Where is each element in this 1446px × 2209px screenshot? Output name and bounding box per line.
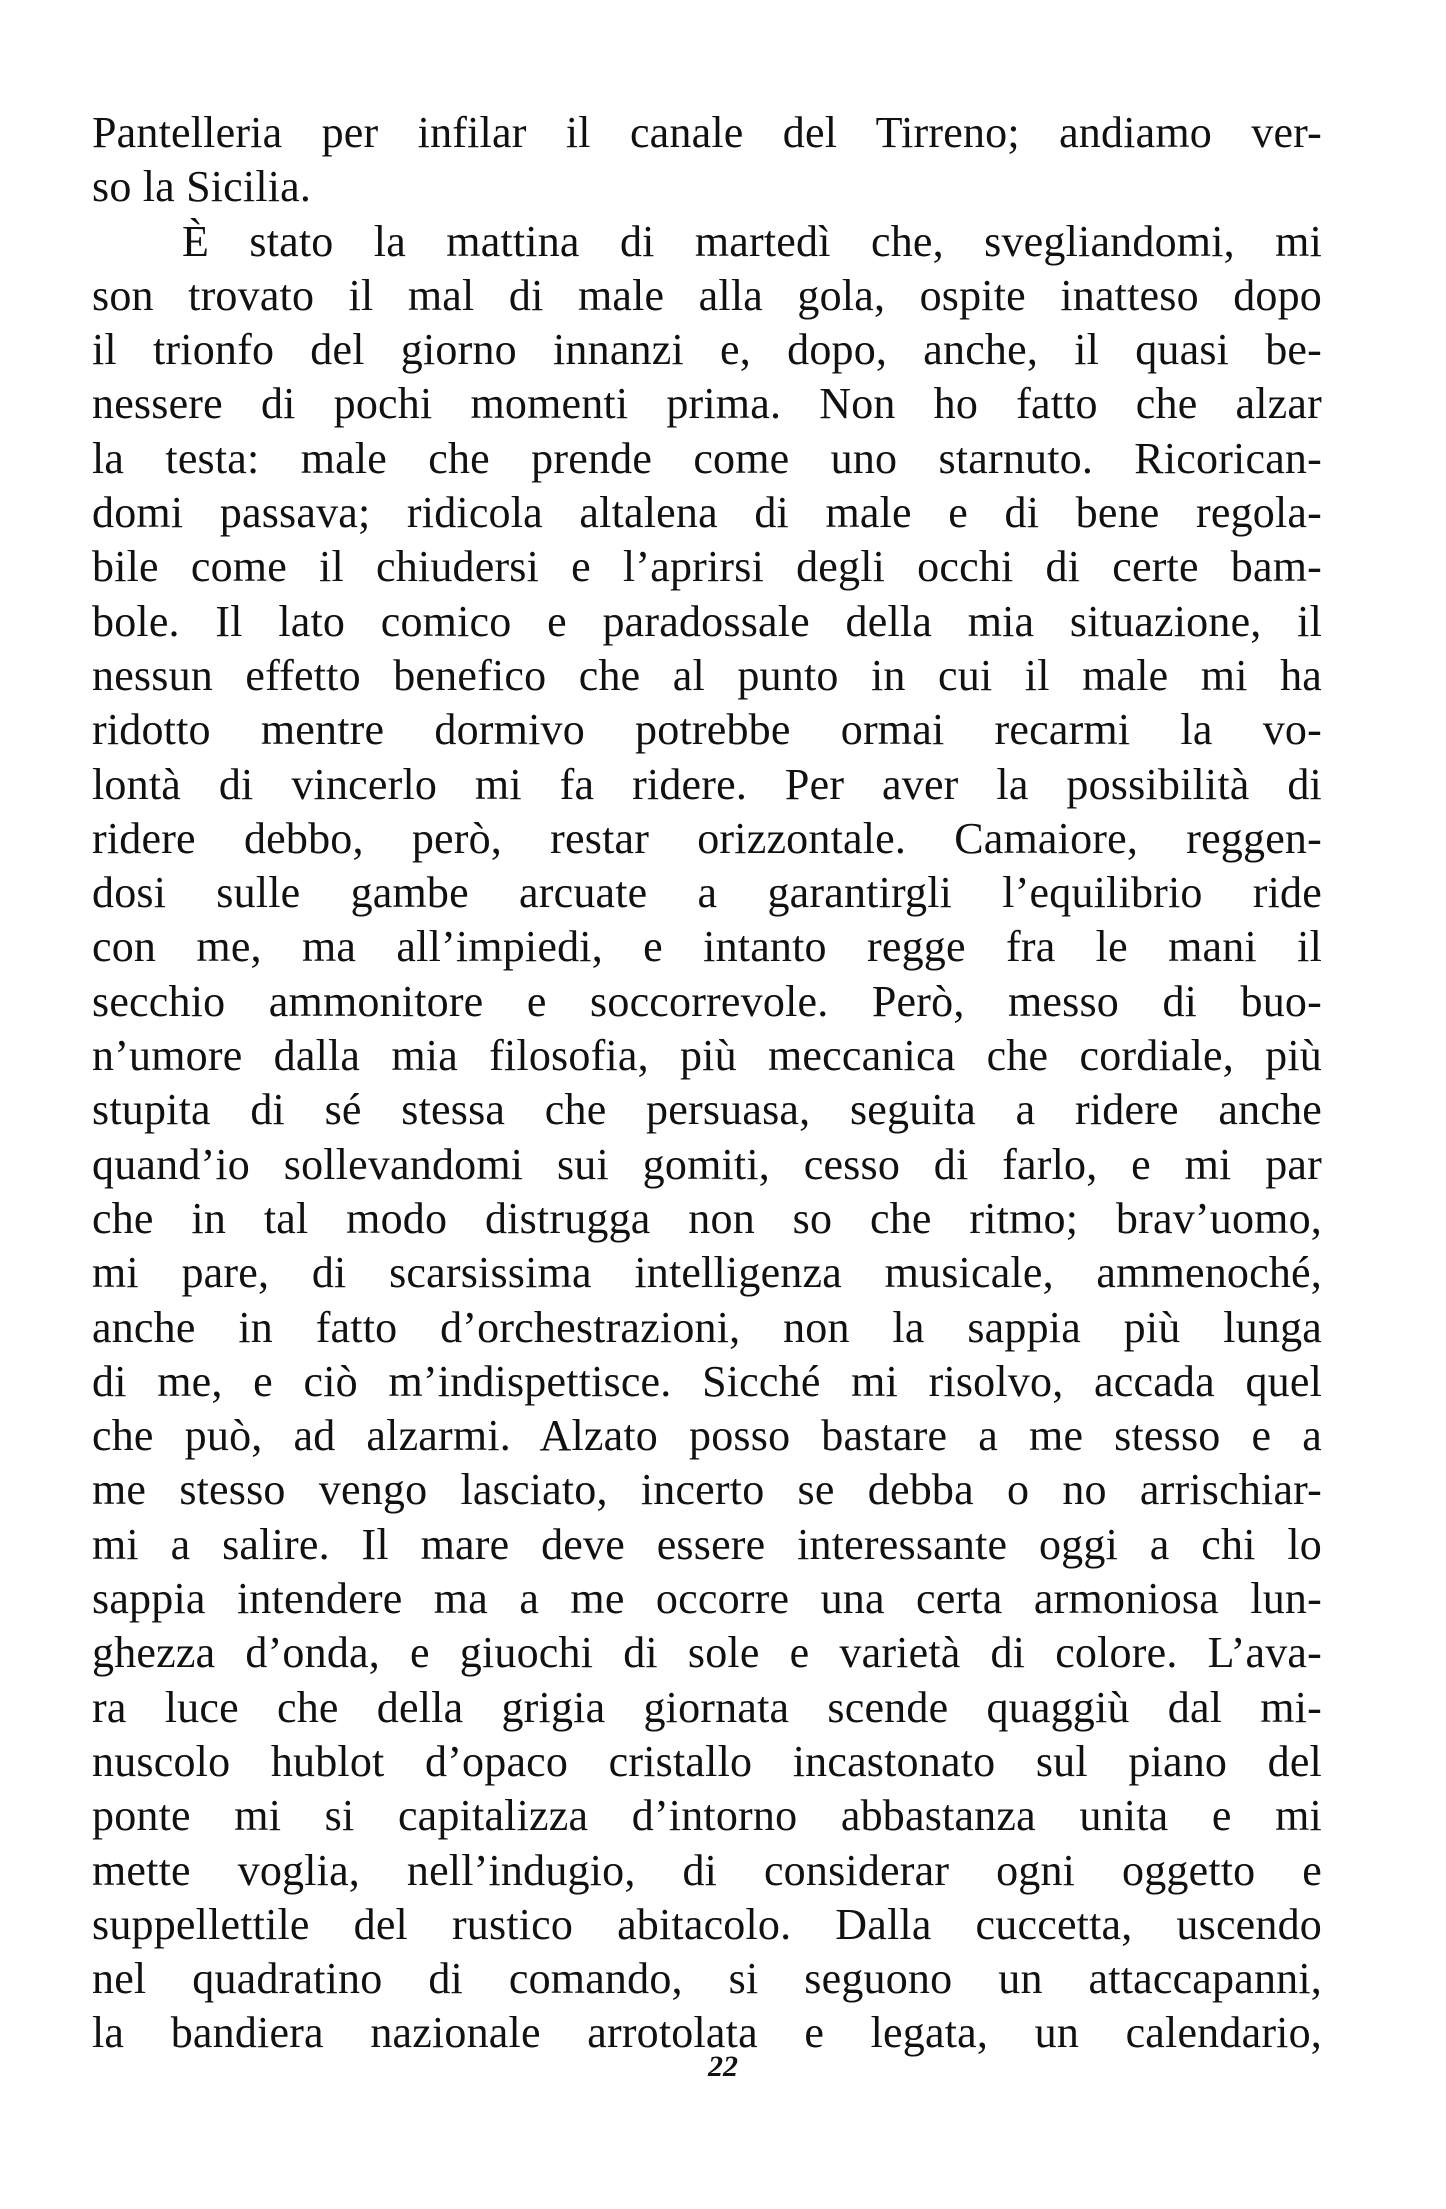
text-line: mette voglia, nell’indugio, di considerar ogni oggetto e <box>92 1845 1322 1895</box>
text-line: nessere di pochi momenti prima. Non ho fatto che alzar <box>92 379 1322 429</box>
text-line: nuscolo hublot d’opaco cristallo incastonato sul piano del <box>92 1736 1322 1786</box>
text-line: di me, e ciò m’indispettisce. Sicché mi risolvo, accada quel <box>92 1356 1322 1406</box>
text-line: ghezza d’onda, e giuochi di sole e varietà di colore. L’ava- <box>92 1628 1322 1678</box>
text-line: la bandiera nazionale arrotolata e legata, un calendario, <box>92 2008 1322 2058</box>
text-line: ponte mi si capitalizza d’intorno abbastanza unita e mi <box>92 1791 1322 1841</box>
text-line: ra luce che della grigia giornata scende quaggiù dal mi- <box>92 1682 1322 1732</box>
text-line: suppellettile del rustico abitacolo. Dalla cuccetta, uscendo <box>92 1899 1322 1949</box>
text-line: bile come il chiudersi e l’aprirsi degli occhi di certe bam- <box>92 542 1322 592</box>
text-line: mi a salire. Il mare deve essere interessante oggi a chi lo <box>92 1519 1322 1569</box>
text-line: che può, ad alzarmi. Alzato posso bastare a me stesso e a <box>92 1411 1322 1461</box>
text-line: so la Sicilia. <box>92 162 312 212</box>
text-line: ridere debbo, però, restar orizzontale. Camaiore, reggen- <box>92 813 1322 863</box>
text-line: Pantelleria per infilar il canale del Tirreno; andiamo ver- <box>92 108 1322 157</box>
text-line: anche in fatto d’orchestrazioni, non la sappia più lunga <box>92 1302 1322 1352</box>
text-line: la testa: male che prende come uno starnuto. Ricorican- <box>92 433 1322 483</box>
text-line: È stato la mattina di martedì che, svegliandomi, mi <box>182 216 1322 266</box>
text-line: dosi sulle gambe arcuate a garantirgli l’equilibrio ride <box>92 868 1322 918</box>
text-line: il trionfo del giorno innanzi e, dopo, anche, il quasi be- <box>92 325 1322 375</box>
text-line: lontà di vincerlo mi fa ridere. Per aver la possibilità di <box>92 759 1322 809</box>
text-line: che in tal modo distrugga non so che ritmo; brav’uomo, <box>92 1193 1322 1243</box>
text-line: secchio ammonitore e soccorrevole. Però, messo di buo- <box>92 976 1322 1026</box>
text-line: nessun effetto benefico che al punto in cui il male mi ha <box>92 650 1322 700</box>
text-line: sappia intendere ma a me occorre una certa armoniosa lun- <box>92 1574 1322 1624</box>
body-text <box>92 106 1322 2061</box>
text-line: son trovato il mal di male alla gola, ospite inatteso dopo <box>92 270 1322 320</box>
text-line: ridotto mentre dormivo potrebbe ormai recarmi la vo- <box>92 705 1322 755</box>
text-line: me stesso vengo lasciato, incerto se debba o no arrischiar- <box>92 1465 1322 1515</box>
text-line: stupita di sé stessa che persuasa, seguita a ridere anche <box>92 1085 1322 1135</box>
text-line: domi passava; ridicola altalena di male e di bene regola- <box>92 488 1322 538</box>
text-line: con me, ma all’impiedi, e intanto regge fra le mani il <box>92 922 1322 972</box>
page-number: 22 <box>708 2050 738 2083</box>
text-line: nel quadratino di comando, si seguono un attaccapanni, <box>92 1954 1322 2004</box>
text-line: bole. Il lato comico e paradossale della mia situazione, il <box>92 596 1322 646</box>
text-line: n’umore dalla mia filosofia, più meccanica che cordiale, più <box>92 1031 1322 1081</box>
text-line: quand’io sollevandomi sui gomiti, cesso di farlo, e mi par <box>92 1139 1322 1189</box>
text-line: mi pare, di scarsissima intelligenza musicale, ammenoché, <box>92 1248 1322 1298</box>
